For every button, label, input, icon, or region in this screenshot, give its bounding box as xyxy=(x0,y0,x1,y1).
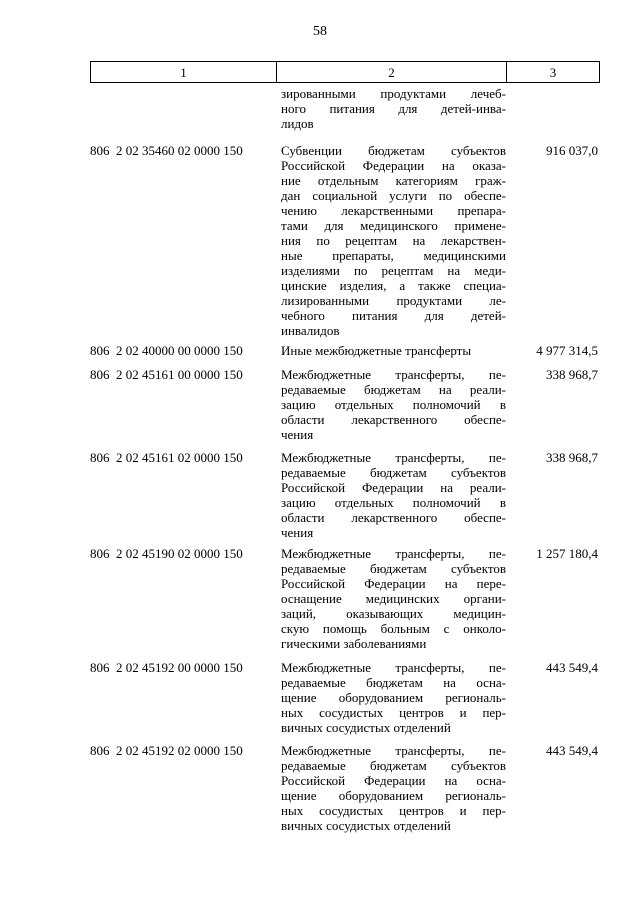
row-amount: 1 257 180,4 xyxy=(536,546,598,561)
description-line: области лекарственного обеспе- xyxy=(281,412,506,427)
description-line: зированными продуктами лечеб- xyxy=(281,86,506,101)
description-line: ные препараты, медицинскими xyxy=(281,248,506,263)
description-line: лизированными продуктами ле- xyxy=(281,293,506,308)
page-number: 58 xyxy=(313,24,327,39)
description-line: Межбюджетные трансферты, пе- xyxy=(281,546,506,561)
description-line: ных сосудистых центров и пер- xyxy=(281,803,506,818)
description-line: дан социальной услуги по обеспе- xyxy=(281,188,506,203)
description-line: Российской Федерации на осна- xyxy=(281,773,506,788)
description-line: Российской Федерации на реали- xyxy=(281,480,506,495)
description-line: скую помощь больным с онколо- xyxy=(281,621,506,636)
description-line: щение оборудованием региональ- xyxy=(281,788,506,803)
description-line: Российской Федерации на пере- xyxy=(281,576,506,591)
description-line: ния по рецептам на лекарствен- xyxy=(281,233,506,248)
row-code: 806 2 02 45192 00 0000 150 xyxy=(90,660,243,675)
description-line: чебного питания для детей- xyxy=(281,308,506,323)
description-line: оснащение медицинских органи- xyxy=(281,591,506,606)
row-code: 806 2 02 45192 02 0000 150 xyxy=(90,743,243,758)
description-line: чения xyxy=(281,525,314,540)
description-line: цинские изделия, а также специа- xyxy=(281,278,506,293)
row-amount: 338 968,7 xyxy=(546,450,598,465)
row-description xyxy=(281,546,506,651)
description-line: Межбюджетные трансферты, пе- xyxy=(281,367,506,382)
row-amount: 443 549,4 xyxy=(546,660,598,675)
description-line: изделиями по рецептам на меди- xyxy=(281,263,506,278)
description-line: редаваемые бюджетам субъектов xyxy=(281,758,506,773)
description-line: вичных сосудистых отделений xyxy=(281,720,451,735)
description-line: Российской Федерации на оказа- xyxy=(281,158,506,173)
row-description xyxy=(281,660,506,735)
description-line: лидов xyxy=(281,116,314,131)
description-line: Межбюджетные трансферты, пе- xyxy=(281,743,506,758)
row-amount: 4 977 314,5 xyxy=(536,343,598,358)
description-line: гическими заболеваниями xyxy=(281,636,427,651)
description-line: Межбюджетные трансферты, пе- xyxy=(281,450,506,465)
row-description xyxy=(281,143,506,338)
table-header xyxy=(90,61,600,83)
header-col-1: 1 xyxy=(91,62,277,82)
description-line: чению лекарственными препара- xyxy=(281,203,506,218)
description-line: редаваемые бюджетам на реали- xyxy=(281,382,506,397)
description-line: заций, оказывающих медицин- xyxy=(281,606,506,621)
description-line: Субвенции бюджетам субъектов xyxy=(281,143,506,158)
row-description xyxy=(281,86,506,131)
row-amount: 916 037,0 xyxy=(546,143,598,158)
row-description xyxy=(281,343,506,358)
description-line: Иные межбюджетные трансферты xyxy=(281,343,472,358)
row-code: 806 2 02 45161 02 0000 150 xyxy=(90,450,243,465)
row-amount: 443 549,4 xyxy=(546,743,598,758)
row-code: 806 2 02 45161 00 0000 150 xyxy=(90,367,243,382)
header-col-2: 2 xyxy=(277,62,507,82)
description-line: тами для медицинского примене- xyxy=(281,218,506,233)
description-line: редаваемые бюджетам субъектов xyxy=(281,561,506,576)
row-code: 806 2 02 35460 02 0000 150 xyxy=(90,143,243,158)
description-line: зацию отдельных полномочий в xyxy=(281,495,506,510)
row-code: 806 2 02 40000 00 0000 150 xyxy=(90,343,243,358)
description-line: ных сосудистых центров и пер- xyxy=(281,705,506,720)
description-line: зацию отдельных полномочий в xyxy=(281,397,506,412)
description-line: редаваемые бюджетам субъектов xyxy=(281,465,506,480)
row-description xyxy=(281,743,506,833)
row-description xyxy=(281,367,506,442)
description-line: вичных сосудистых отделений xyxy=(281,818,451,833)
description-line: чения xyxy=(281,427,314,442)
description-line: ние отдельным категориям граж- xyxy=(281,173,506,188)
description-line: ного питания для детей-инва- xyxy=(281,101,506,116)
row-description xyxy=(281,450,506,540)
description-line: Межбюджетные трансферты, пе- xyxy=(281,660,506,675)
row-code: 806 2 02 45190 02 0000 150 xyxy=(90,546,243,561)
description-line: области лекарственного обеспе- xyxy=(281,510,506,525)
description-line: редаваемые бюджетам на осна- xyxy=(281,675,506,690)
description-line: инвалидов xyxy=(281,323,340,338)
description-line: щение оборудованием региональ- xyxy=(281,690,506,705)
header-col-3: 3 xyxy=(549,64,557,80)
row-amount: 338 968,7 xyxy=(546,367,598,382)
